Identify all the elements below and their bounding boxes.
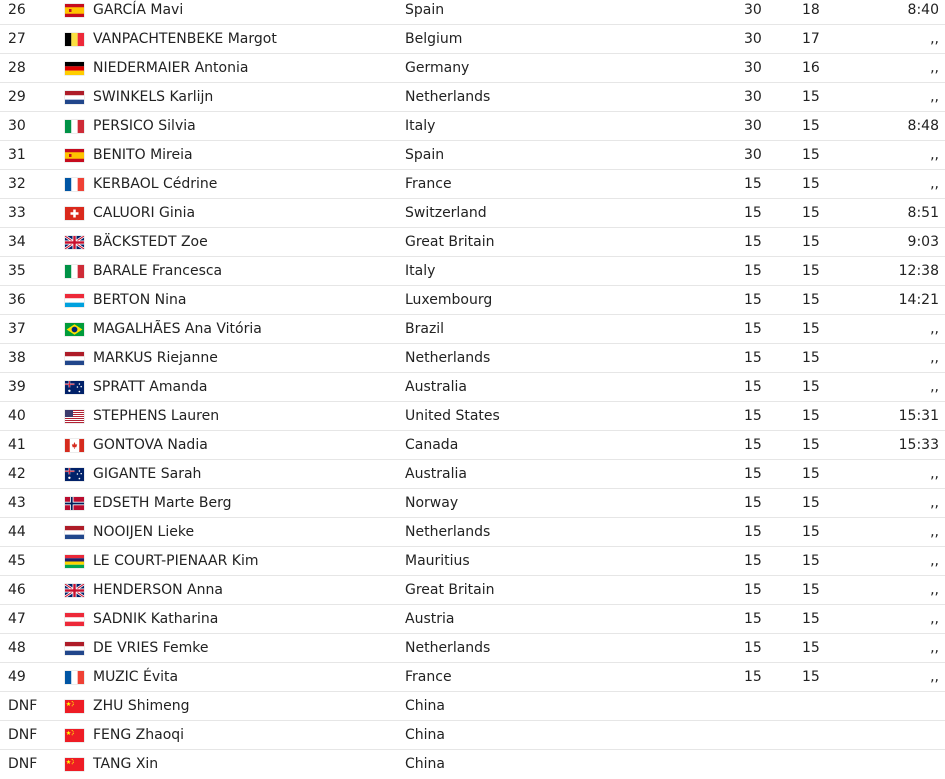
team-name-link[interactable]: Netherlands [405,350,491,366]
time-cell: ,, [930,466,939,482]
team-name-link[interactable]: Switzerland [405,205,487,221]
rider-name-link[interactable]: BÄCKSTEDT Zoe [93,234,208,250]
rider-name-link[interactable]: GONTOVA Nadia [93,437,208,453]
es-flag-icon [65,149,84,162]
uci-points-cell: 15 [744,350,762,366]
rider-name-link[interactable]: KERBAOL Cédrine [93,176,218,192]
team-name-link[interactable]: Mauritius [405,553,470,569]
time-cell: ,, [930,321,939,337]
table-row [0,257,945,286]
at-flag-icon [65,613,84,626]
table-row [0,402,945,431]
it-flag-icon [65,265,84,278]
table-row [0,141,945,170]
rank-cell: 46 [8,582,26,598]
table-row [0,25,945,54]
pcs-points-cell: 17 [802,31,820,47]
rank-cell: 29 [8,89,26,105]
nl-flag-icon [65,352,84,365]
mu-flag-icon [65,555,84,568]
rank-cell: 48 [8,640,26,656]
table-row [0,199,945,228]
rank-cell: 41 [8,437,26,453]
table-row [0,112,945,141]
rider-name-link[interactable]: VANPACHTENBEKE Margot [93,31,277,47]
uci-points-cell: 15 [744,205,762,221]
rank-cell: 49 [8,669,26,685]
uci-points-cell: 15 [744,611,762,627]
time-cell: ,, [930,640,939,656]
pcs-points-cell: 15 [802,495,820,511]
cn-flag-icon [65,758,84,771]
pcs-points-cell: 15 [802,408,820,424]
uci-points-cell: 15 [744,408,762,424]
uci-points-cell: 30 [744,2,762,18]
rider-name-link[interactable]: DE VRIES Femke [93,640,209,656]
cn-flag-icon [65,729,84,742]
team-name-link[interactable]: Great Britain [405,234,495,250]
it-flag-icon [65,120,84,133]
uci-points-cell: 15 [744,234,762,250]
time-cell: ,, [930,379,939,395]
rank-cell: 38 [8,350,26,366]
table-row [0,663,945,692]
fr-flag-icon [65,178,84,191]
uci-points-cell: 15 [744,582,762,598]
nl-flag-icon [65,526,84,539]
rank-cell: 30 [8,118,26,134]
rank-cell: 39 [8,379,26,395]
pcs-points-cell: 15 [802,118,820,134]
br-flag-icon [65,323,84,336]
rider-name-link[interactable]: SPRATT Amanda [93,379,208,395]
rider-name-link[interactable]: NOOIJEN Lieke [93,524,195,540]
table-row [0,750,945,779]
time-cell: 8:48 [907,118,939,134]
au-flag-icon [65,468,84,481]
rider-name-link[interactable]: TANG Xin [93,756,159,772]
rank-cell: 44 [8,524,26,540]
pcs-points-cell: 15 [802,669,820,685]
es-flag-icon [65,4,84,17]
time-cell: 15:31 [898,408,939,424]
team-name-link[interactable]: Netherlands [405,640,491,656]
team-name-link[interactable]: Germany [405,60,470,76]
table-row [0,605,945,634]
time-cell: 12:38 [898,263,939,279]
pcs-points-cell: 15 [802,147,820,163]
team-name-link[interactable]: Brazil [405,321,445,337]
uci-points-cell: 15 [744,524,762,540]
uci-points-cell: 15 [744,379,762,395]
rider-name-link[interactable]: FENG Zhaoqi [93,727,185,743]
time-cell: 8:51 [907,205,939,221]
table-row [0,576,945,605]
time-cell: ,, [930,176,939,192]
team-name-link[interactable]: France [405,669,452,685]
pcs-points-cell: 15 [802,379,820,395]
pcs-points-cell: 15 [802,350,820,366]
table-row [0,692,945,721]
rank-cell: 35 [8,263,26,279]
uci-points-cell: 30 [744,60,762,76]
rider-name-link[interactable]: EDSETH Marte Berg [93,495,232,511]
ca-flag-icon [65,439,84,452]
uci-points-cell: 30 [744,118,762,134]
table-row [0,373,945,402]
table-row [0,54,945,83]
pcs-points-cell: 15 [802,611,820,627]
rank-cell: 27 [8,31,26,47]
time-cell: ,, [930,553,939,569]
rank-cell: 36 [8,292,26,308]
team-name-link[interactable]: Australia [405,466,467,482]
table-row [0,518,945,547]
team-name-link[interactable]: China [405,756,445,772]
table-row [0,83,945,112]
rider-name-link[interactable]: STEPHENS Lauren [93,408,220,424]
pcs-points-cell: 15 [802,89,820,105]
rank-cell: 43 [8,495,26,511]
rider-name-link[interactable]: ZHU Shimeng [93,698,190,714]
rank-cell: 47 [8,611,26,627]
gb-flag-icon [65,584,84,597]
rank-cell: 31 [8,147,26,163]
gb-flag-icon [65,236,84,249]
uci-points-cell: 30 [744,89,762,105]
uci-points-cell: 15 [744,321,762,337]
rank-cell: DNF [8,698,38,714]
time-cell: ,, [930,495,939,511]
pcs-points-cell: 15 [802,524,820,540]
table-row [0,634,945,663]
au-flag-icon [65,381,84,394]
team-name-link[interactable]: Netherlands [405,524,491,540]
rider-name-link[interactable]: BENITO Mireia [93,147,193,163]
table-row [0,315,945,344]
pcs-points-cell: 18 [802,2,820,18]
uci-points-cell: 15 [744,640,762,656]
rank-cell: 37 [8,321,26,337]
time-cell: 9:03 [907,234,939,250]
team-name-link[interactable]: Italy [405,118,436,134]
rider-name-link[interactable]: SWINKELS Karlijn [93,89,214,105]
uci-points-cell: 15 [744,263,762,279]
rider-name-link[interactable]: HENDERSON Anna [93,582,223,598]
rank-cell: 32 [8,176,26,192]
rider-name-link[interactable]: GARCÍA Mavi [93,2,184,18]
uci-points-cell: 30 [744,31,762,47]
rider-name-link[interactable]: PERSICO Silvia [93,118,196,134]
nl-flag-icon [65,642,84,655]
rider-name-link[interactable]: MUZIC Évita [93,669,179,685]
team-name-link[interactable]: China [405,698,445,714]
team-name-link[interactable]: Norway [405,495,459,511]
nl-flag-icon [65,91,84,104]
uci-points-cell: 30 [744,147,762,163]
uci-points-cell: 15 [744,669,762,685]
time-cell: ,, [930,147,939,163]
uci-points-cell: 15 [744,176,762,192]
team-name-link[interactable]: Italy [405,263,436,279]
time-cell: ,, [930,582,939,598]
pcs-points-cell: 15 [802,321,820,337]
pcs-points-cell: 15 [802,582,820,598]
pcs-points-cell: 15 [802,466,820,482]
pcs-points-cell: 15 [802,205,820,221]
lu-flag-icon [65,294,84,307]
uci-points-cell: 15 [744,466,762,482]
no-flag-icon [65,497,84,510]
uci-points-cell: 15 [744,292,762,308]
rider-name-link[interactable]: CALUORI Ginia [93,205,196,221]
de-flag-icon [65,62,84,75]
team-name-link[interactable]: Netherlands [405,89,491,105]
uci-points-cell: 15 [744,437,762,453]
team-name-link[interactable]: France [405,176,452,192]
rider-name-link[interactable]: SADNIK Katharina [93,611,219,627]
ch-flag-icon [65,207,84,220]
cn-flag-icon [65,700,84,713]
rider-name-link[interactable]: BARALE Francesca [93,263,223,279]
table-row [0,344,945,373]
table-row [0,431,945,460]
time-cell: 15:33 [898,437,939,453]
table-row [0,170,945,199]
rider-name-link[interactable]: MARKUS Riejanne [93,350,218,366]
team-name-link[interactable]: Belgium [405,31,463,47]
table-row [0,547,945,576]
time-cell: ,, [930,60,939,76]
time-cell: ,, [930,31,939,47]
uci-points-cell: 15 [744,553,762,569]
rider-name-link[interactable]: MAGALHÃES Ana Vitória [93,321,262,337]
fr-flag-icon [65,671,84,684]
table-row [0,489,945,518]
time-cell: ,, [930,350,939,366]
rank-cell: 34 [8,234,26,250]
rank-cell: 40 [8,408,26,424]
pcs-points-cell: 15 [802,176,820,192]
be-flag-icon [65,33,84,46]
pcs-points-cell: 16 [802,60,820,76]
rank-cell: 33 [8,205,26,221]
pcs-points-cell: 15 [802,234,820,250]
pcs-points-cell: 15 [802,292,820,308]
time-cell: ,, [930,524,939,540]
uci-points-cell: 15 [744,495,762,511]
us-flag-icon [65,410,84,423]
team-name-link[interactable]: Austria [405,611,455,627]
time-cell: ,, [930,611,939,627]
time-cell: 14:21 [898,292,939,308]
team-name-link[interactable]: Canada [405,437,459,453]
table-row [0,721,945,750]
rank-cell: 45 [8,553,26,569]
pcs-points-cell: 15 [802,640,820,656]
table-row [0,286,945,315]
pcs-points-cell: 15 [802,553,820,569]
pcs-points-cell: 15 [802,437,820,453]
time-cell: 8:40 [907,2,939,18]
table-row [0,228,945,257]
rank-cell: DNF [8,756,38,772]
team-name-link[interactable]: United States [405,408,500,424]
rank-cell: 26 [8,2,26,18]
pcs-points-cell: 15 [802,263,820,279]
rank-cell: 42 [8,466,26,482]
time-cell: ,, [930,669,939,685]
rider-name-link[interactable]: LE COURT-PIENAAR Kim [93,553,259,569]
time-cell: ,, [930,89,939,105]
team-name-link[interactable]: Spain [405,147,445,163]
table-row [0,460,945,489]
rider-name-link[interactable]: BERTON Nina [93,292,187,308]
table-row [0,0,945,25]
rider-name-link[interactable]: GIGANTE Sarah [93,466,202,482]
team-name-link[interactable]: Australia [405,379,467,395]
rider-name-link[interactable]: NIEDERMAIER Antonia [93,60,249,76]
team-name-link[interactable]: Great Britain [405,582,495,598]
rank-cell: DNF [8,727,38,743]
team-name-link[interactable]: China [405,727,445,743]
rank-cell: 28 [8,60,26,76]
team-name-link[interactable]: Spain [405,2,445,18]
team-name-link[interactable]: Luxembourg [405,292,493,308]
